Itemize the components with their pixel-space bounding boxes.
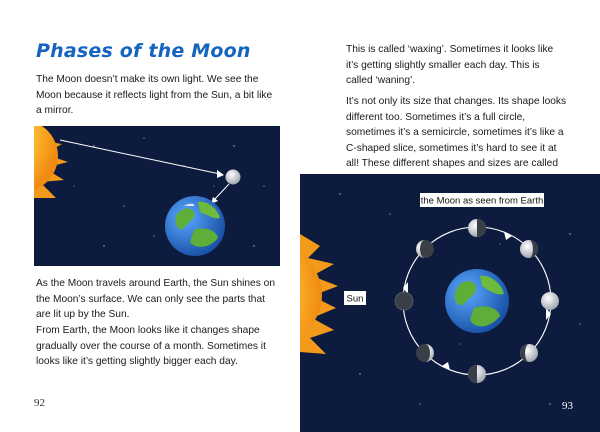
moon-phases-diagram (300, 174, 600, 432)
moon-phase-waning-crescent (416, 240, 434, 258)
moon-phase-waning-gibbous (520, 240, 538, 258)
paragraph-changing-shape: From Earth, the Moon looks like it changes shape gradually over the course of a month. Sometimes it looks like it’s getting slightly bigger each day. (36, 325, 266, 367)
moon-phase-waxing-gibbous (520, 344, 538, 362)
page-title: Phases of the Moon (36, 40, 251, 62)
sun-label: Sun (346, 293, 364, 305)
sun-earth-moon-illustration (34, 126, 280, 266)
moon-phase-waxing-crescent (416, 344, 434, 362)
paragraph-lit-parts: As the Moon travels around Earth, the Sun shines on the Moon’s surface. We can only see the parts that are lit up by the Sun. (36, 278, 275, 320)
space-background (34, 126, 280, 266)
paragraph-waxing-waning: This is called ‘waxing’. Sometimes it looks like it’s getting slightly smaller each day. This is called ‘waning’. (346, 44, 554, 86)
moon-label: the Moon as seen from Earth (420, 195, 544, 207)
earth (165, 196, 225, 256)
page-number-left: 92 (34, 397, 45, 409)
moon-phase-first-quarter (468, 365, 486, 383)
page-number-right: 93 (562, 400, 573, 412)
moon-phase-last-quarter (468, 219, 486, 237)
moon (226, 170, 241, 185)
moon-phase-new (395, 292, 413, 310)
paragraph-reflected-light: The Moon doesn’t make its own light. We see the Moon because it reflects light from the Sun, a bit like a mirror. (36, 74, 273, 116)
paragraph-phases: It’s not only its size that changes. Its shape looks different too. Sometimes it’s a full circle, sometimes it’s a semicircle, sometimes it’s like a C-shaped slice, sometimes it’s hard to see it at all! These different shapes and sizes are called (346, 96, 567, 169)
earth (445, 269, 509, 333)
moon-phase-full (541, 292, 559, 310)
